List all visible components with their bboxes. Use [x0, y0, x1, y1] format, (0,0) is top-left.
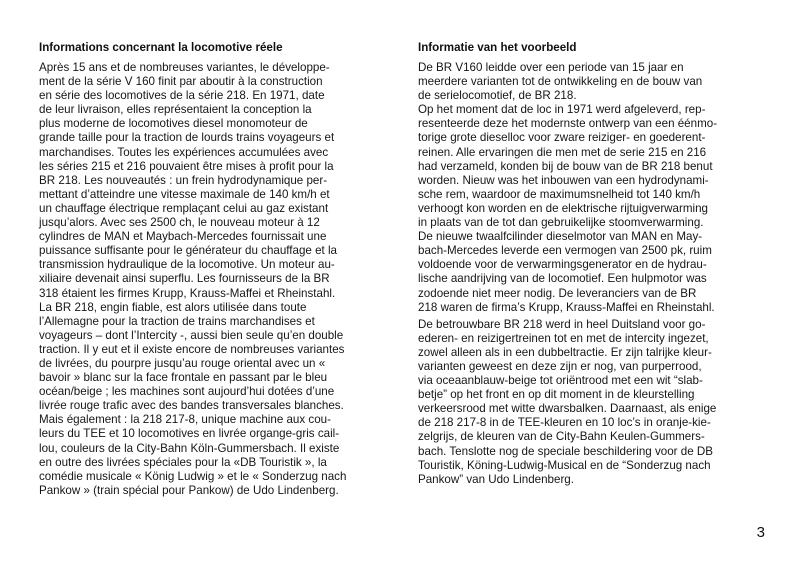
page-number: 3 — [756, 524, 765, 541]
dutch-heading: Informatie van het voorbeeld — [418, 41, 577, 54]
french-column — [39, 41, 382, 498]
french-heading: Informations concernant la locomotive réele — [39, 41, 283, 54]
french-paragraph: Après 15 ans et de nombreuses variantes, le développe- ment de la série V 160 finit par aboutir à la construction en série des locomotives de la série 218. En 1971, date de leur livraison, elles représentaient la conception la plus moderne de locomotives diesel monomoteur de grande taille pour la traction de lourds trains voyageurs et marchandises. Toutes les expériences accumulées avec les séries 215 et 216 pouvaient être mises à profit pour la BR 218. Les nouveautés : un frein hydrodynamique per- mettant d’atteindre une vitesse maximale de 140 km/h et un chauffage électrique remplaçant celui au gaz existant jusqu’alors. Avec ses 2500 ch, le nouveau moteur à 12 cylindres de MAN et Maybach-Mercedes fournissait une puissance suffisante pour le générateur du chauffage et la transmission hydraulique de la locomotive. Un moteur au- xiliaire devenait ainsi superflu. Les fournisseurs de la BR 318 étaient les firmes Krupp, Krauss-Maffei et Rheinstahl. La BR 218, engin fiable, est alors utilisée dans toute l’Allemagne pour la traction de trains marchandises et voyageurs – dont l’Intercity -, aussi bien seule qu’en double traction. Il y eut et il existe encore de nombreuses variantes de livrées, du pourpre jusqu’au rouge oriental avec un « bavoir » blanc sur la face frontale en passant par le bleu océan/beige ; les machines sont aujourd’hui dotées d’une livrée rouge trafic avec des bandes transversales blanches. Mais également : la 218 217-8, unique machine aux cou- leurs du TEE et 10 locomotives en livrée organge-gris cail- lou, couleurs de la City-Bahn Köln-Gummersbach. Il existe en outre des livrées spéciales pour la «DB Touristik », la comédie musicale « König Ludwig » et le « Sonderzug nach Pankow » (train spécial pour Pankow) de Udo Lindenberg. — [39, 61, 347, 497]
dutch-paragraph-1: De BR V160 leidde over een periode van 15 jaar en meerdere varianten tot de ontwikkeling en de bouw van de serielocomotief, de BR 218. Op het moment dat de loc in 1971 werd afgeleverd, rep- resenteerde deze het modernste ontwerp van een éénmo- torige grote dieselloc voor zware reiziger- en goederent- reinen. Alle ervaringen die men met de serie 215 en 216 had verzameld, konden bij de bouw van de BR 218 benut worden. Nieuw was het inbouwen van een hydrodynami- sche rem, waardoor de maximumsnelheid tot 140 km/h verhoogt kon worden en de elektrische rijtuigverwarming in plaats van de tot dan gebruikelijke stoomverwarming. De nieuwe twaalfcilinder dieselmotor van MAN en May- bach-Mercedes leverde een vermogen van 2500 pk, ruim voldoende voor de verwarmingsgenerator en de hydrau- lische aandrijving van de locomotief. Een hulpmotor was zodoende niet meer nodig. De leveranciers van de BR 218 waren de firma’s Krupp, Krauss-Maffei en Rheinstahl. — [418, 61, 718, 314]
dutch-column — [418, 41, 761, 487]
dutch-paragraph-2: De betrouwbare BR 218 werd in heel Duitsland voor go- ederen- en reizigertreinen tot en met de intercity ingezet, zowel alleen als in een dubbeltractie. Er zijn talrijke kleur- varianten geweest en deze zijn er nog, van purperrood, via oceaanblauw-beige tot oriëntrood met een wit “slab- betje” op het front en op dit moment in de kleurstelling verkeersrood met witte dwarsbalken. Daarnaast, als enige de 218 217-8 in de TEE-kleuren en 10 loc’s in oranje-kie- zelgrijs, de kleuren van de City-Bahn Keulen-Gummers- bach. Tenslotte nog de speciale beschildering voor de DB Touristik, Köning-Ludwig-Musical en de “Sonderzug nach Pankow” van Udo Lindenberg. — [418, 317, 717, 486]
